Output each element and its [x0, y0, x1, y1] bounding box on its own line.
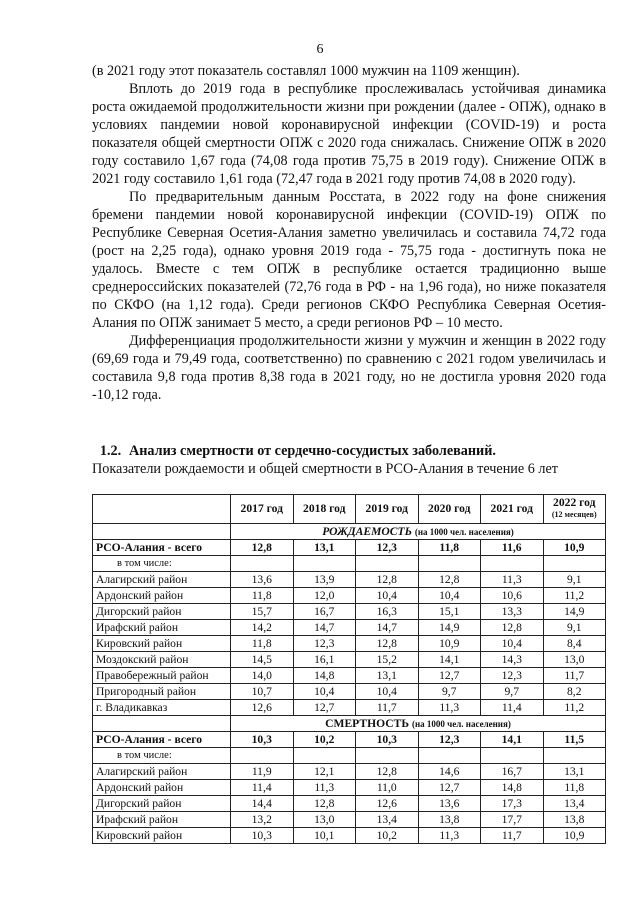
value-cell: 10,1	[293, 828, 356, 844]
section-title: Анализ смертности от сердечно-сосудистых заболеваний	[129, 443, 493, 459]
value-cell: 11,3	[481, 572, 544, 588]
row-label: г. Владикавказ	[93, 700, 231, 716]
value-cell: 12,3	[418, 732, 481, 748]
section-name: РОЖДАЕМОСТЬ	[322, 524, 415, 538]
value-cell: 13,8	[418, 812, 481, 828]
empty-cell	[481, 748, 544, 764]
value-cell: 9,7	[481, 684, 544, 700]
section-header	[92, 442, 606, 478]
row-label: Ардонский район	[93, 780, 231, 796]
value-cell: 13,0	[543, 652, 606, 668]
value-cell: 10,3	[356, 732, 419, 748]
year-label: 2019 год	[365, 502, 408, 515]
page-number: 6	[316, 42, 324, 57]
value-cell: 11,8	[231, 636, 294, 652]
table-row	[93, 572, 606, 588]
value-cell: 14,9	[543, 604, 606, 620]
value-cell: 8,4	[543, 636, 606, 652]
paragraph: (в 2021 году этот показатель составлял 1000 мужчин на 1109 женщин).	[92, 63, 520, 79]
value-cell: 11,3	[418, 700, 481, 716]
value-cell: 15,2	[356, 652, 419, 668]
value-cell: 12,1	[293, 764, 356, 780]
year-header	[543, 495, 606, 524]
value-cell: 13,6	[231, 572, 294, 588]
birth-section-row	[93, 524, 606, 540]
year-note: (12 месяцев)	[551, 510, 597, 519]
value-cell: 12,8	[356, 572, 419, 588]
value-cell: 11,3	[293, 780, 356, 796]
value-cell: 11,9	[231, 764, 294, 780]
year-label: 2020 год	[428, 502, 471, 515]
value-cell: 16,1	[293, 652, 356, 668]
value-cell: 11,0	[356, 780, 419, 796]
value-cell: 12,8	[481, 620, 544, 636]
value-cell: 12,8	[418, 572, 481, 588]
row-label: Правобережный район	[93, 668, 231, 684]
value-cell: 10,6	[481, 588, 544, 604]
table-caption: Показатели рождаемости и общей смертности в РСО-Алания в течение 6 лет	[92, 461, 558, 477]
year-label: 2017 год	[240, 502, 283, 515]
year-label: 2018 год	[303, 502, 346, 515]
row-label: Дигорский район	[93, 796, 231, 812]
value-cell: 10,9	[543, 540, 606, 556]
value-cell: 14,4	[231, 796, 294, 812]
row-label: Алагирский район	[93, 572, 231, 588]
value-cell: 12,8	[356, 764, 419, 780]
value-cell: 13,9	[293, 572, 356, 588]
value-cell: 13,1	[543, 764, 606, 780]
value-cell: 9,7	[418, 684, 481, 700]
value-cell: 12,8	[231, 540, 294, 556]
value-cell: 14,7	[356, 620, 419, 636]
value-cell: 11,8	[418, 540, 481, 556]
table-row	[93, 796, 606, 812]
value-cell: 16,3	[356, 604, 419, 620]
empty-cell	[418, 748, 481, 764]
birth-section-title	[231, 524, 606, 540]
year-header	[418, 495, 481, 524]
value-cell: 12,7	[418, 668, 481, 684]
value-cell: 14,0	[231, 668, 294, 684]
value-cell: 10,4	[418, 588, 481, 604]
value-cell: 11,2	[543, 700, 606, 716]
value-cell: 13,4	[543, 796, 606, 812]
value-cell: 17,7	[481, 812, 544, 828]
empty-cell	[231, 556, 294, 572]
value-cell: 10,4	[293, 684, 356, 700]
value-cell: 14,3	[481, 652, 544, 668]
value-cell: 13,2	[231, 812, 294, 828]
value-cell: 11,3	[418, 828, 481, 844]
value-cell: 12,6	[356, 796, 419, 812]
value-cell: 12,7	[293, 700, 356, 716]
value-cell: 9,1	[543, 620, 606, 636]
value-cell: 11,7	[543, 668, 606, 684]
row-label: Моздокский район	[93, 652, 231, 668]
header-blank-cell	[93, 495, 231, 524]
value-cell: 12,3	[481, 668, 544, 684]
value-cell: 11,8	[543, 780, 606, 796]
year-label: 2022 год	[553, 496, 596, 509]
value-cell: 15,1	[418, 604, 481, 620]
empty-cell	[231, 748, 294, 764]
value-cell: 9,1	[543, 572, 606, 588]
table-row	[93, 764, 606, 780]
value-cell: 10,3	[231, 732, 294, 748]
table-header-row	[93, 495, 606, 524]
value-cell: 12,3	[293, 636, 356, 652]
table-row	[93, 620, 606, 636]
table-row	[93, 668, 606, 684]
value-cell: 12,7	[418, 780, 481, 796]
value-cell: 16,7	[481, 764, 544, 780]
paragraph: Дифференциация продолжительности жизни у мужчин и женщин в 2022 году (69,69 года и 79,49 года, соответственно) по сравнению с 2021 годом увеличилась и составила 9,8 года против 8,38 года в 2021 году, но не достигла уровня 2020 года -10,12 года.	[92, 333, 606, 403]
value-cell: 11,6	[481, 540, 544, 556]
including-label: в том числе:	[93, 556, 231, 572]
row-label: Кировский район	[93, 636, 231, 652]
empty-cell	[356, 748, 419, 764]
value-cell: 13,8	[543, 812, 606, 828]
row-label: Кировский район	[93, 828, 231, 844]
total-row	[93, 732, 606, 748]
value-cell: 13,0	[293, 812, 356, 828]
value-cell: 14,1	[481, 732, 544, 748]
stats-table	[92, 494, 606, 844]
value-cell: 10,2	[293, 732, 356, 748]
section-blank-cell	[93, 716, 231, 732]
table-row	[93, 780, 606, 796]
value-cell: 11,7	[356, 700, 419, 716]
value-cell: 11,5	[543, 732, 606, 748]
value-cell: 10,4	[356, 684, 419, 700]
value-cell: 13,3	[481, 604, 544, 620]
table-row	[93, 588, 606, 604]
value-cell: 14,5	[231, 652, 294, 668]
value-cell: 11,4	[481, 700, 544, 716]
section-name: СМЕРТНОСТЬ	[325, 716, 412, 730]
value-cell: 16,7	[293, 604, 356, 620]
value-cell: 12,8	[356, 636, 419, 652]
value-cell: 11,4	[231, 780, 294, 796]
paragraph: Вплоть до 2019 года в республике прослеживалась устойчивая динамика роста ожидаемой продолжительности жизни при рождении (далее - ОПЖ), однако в условиях пандемии новой коронавирусной инфекции (COVID-19) и роста показателя общей смертности ОПЖ с 2020 года снижалась. Снижение ОПЖ в 2020 году составило 1,67 года (74,08 года против 75,75 в 2019 году). Снижение ОПЖ в 2021 году составило 1,61 года (72,47 года в 2021 году против 74,08 в 2020 году).	[92, 81, 606, 187]
table-row	[93, 636, 606, 652]
paragraph: По предварительным данным Росстата, в 2022 году на фоне снижения бремени пандемии новой коронавирусной инфекции (COVID-19) ОПЖ по Республике Северная Осетия-Алания заметно увеличилась и составила 74,72 года (рост на 2,25 года), однако уровня 2019 года - 75,75 года - достигнуть пока не удалось. Вместе с тем ОПЖ в республике остается традиционно выше среднероссийских показателей (72,76 года в РФ - на 1,96 года), но ниже показателя по СКФО (на 1,12 года). Среди регионов СКФО Республика Северная Осетия-Алания по ОПЖ занимает 5 место, а среди регионов РФ – 10 место.	[92, 189, 606, 331]
value-cell: 10,3	[231, 828, 294, 844]
value-cell: 8,2	[543, 684, 606, 700]
year-header	[356, 495, 419, 524]
year-header	[481, 495, 544, 524]
value-cell: 12,8	[293, 796, 356, 812]
death-section-row	[93, 716, 606, 732]
value-cell: 10,9	[418, 636, 481, 652]
table-row	[93, 604, 606, 620]
value-cell: 10,2	[356, 828, 419, 844]
value-cell: 11,8	[231, 588, 294, 604]
value-cell: 10,7	[231, 684, 294, 700]
including-row	[93, 748, 606, 764]
value-cell: 14,2	[231, 620, 294, 636]
section-unit: (на 1000 чел. населения)	[414, 526, 514, 537]
empty-cell	[293, 556, 356, 572]
death-section-title	[231, 716, 606, 732]
total-row	[93, 540, 606, 556]
empty-cell	[293, 748, 356, 764]
section-unit: (на 1000 чел. населения)	[411, 718, 511, 729]
value-cell: 13,6	[418, 796, 481, 812]
section-heading: 1.2. Анализ смертности от сердечно-сосудистых заболеваний.	[92, 442, 606, 460]
value-cell: 12,0	[293, 588, 356, 604]
value-cell: 11,7	[481, 828, 544, 844]
empty-cell	[356, 556, 419, 572]
section-blank-cell	[93, 524, 231, 540]
including-row	[93, 556, 606, 572]
table-row	[93, 812, 606, 828]
empty-cell	[481, 556, 544, 572]
row-label: Ардонский район	[93, 588, 231, 604]
year-header	[231, 495, 294, 524]
value-cell: 12,3	[356, 540, 419, 556]
value-cell: 10,4	[356, 588, 419, 604]
value-cell: 10,4	[481, 636, 544, 652]
value-cell: 11,2	[543, 588, 606, 604]
including-label: в том числе:	[93, 748, 231, 764]
value-cell: 14,8	[293, 668, 356, 684]
value-cell: 14,9	[418, 620, 481, 636]
value-cell: 13,4	[356, 812, 419, 828]
row-label: Дигорский район	[93, 604, 231, 620]
empty-cell	[543, 556, 606, 572]
row-label: РСО-Алания - всего	[93, 540, 231, 556]
body-text	[92, 62, 606, 404]
value-cell: 14,7	[293, 620, 356, 636]
value-cell: 12,6	[231, 700, 294, 716]
value-cell: 13,1	[293, 540, 356, 556]
table-row	[93, 828, 606, 844]
table-row	[93, 652, 606, 668]
section-number: 1.2.	[99, 443, 122, 459]
row-label: Ирафский район	[93, 812, 231, 828]
row-label: Ирафский район	[93, 620, 231, 636]
value-cell: 13,1	[356, 668, 419, 684]
value-cell: 17,3	[481, 796, 544, 812]
value-cell: 15,7	[231, 604, 294, 620]
row-label: Алагирский район	[93, 764, 231, 780]
stats-table-body	[93, 495, 606, 844]
value-cell: 10,9	[543, 828, 606, 844]
year-label: 2021 год	[490, 502, 533, 515]
table-row	[93, 684, 606, 700]
value-cell: 14,6	[418, 764, 481, 780]
table-row	[93, 700, 606, 716]
value-cell: 14,8	[481, 780, 544, 796]
empty-cell	[418, 556, 481, 572]
empty-cell	[543, 748, 606, 764]
value-cell: 14,1	[418, 652, 481, 668]
row-label: РСО-Алания - всего	[93, 732, 231, 748]
year-header	[293, 495, 356, 524]
row-label: Пригородный район	[93, 684, 231, 700]
